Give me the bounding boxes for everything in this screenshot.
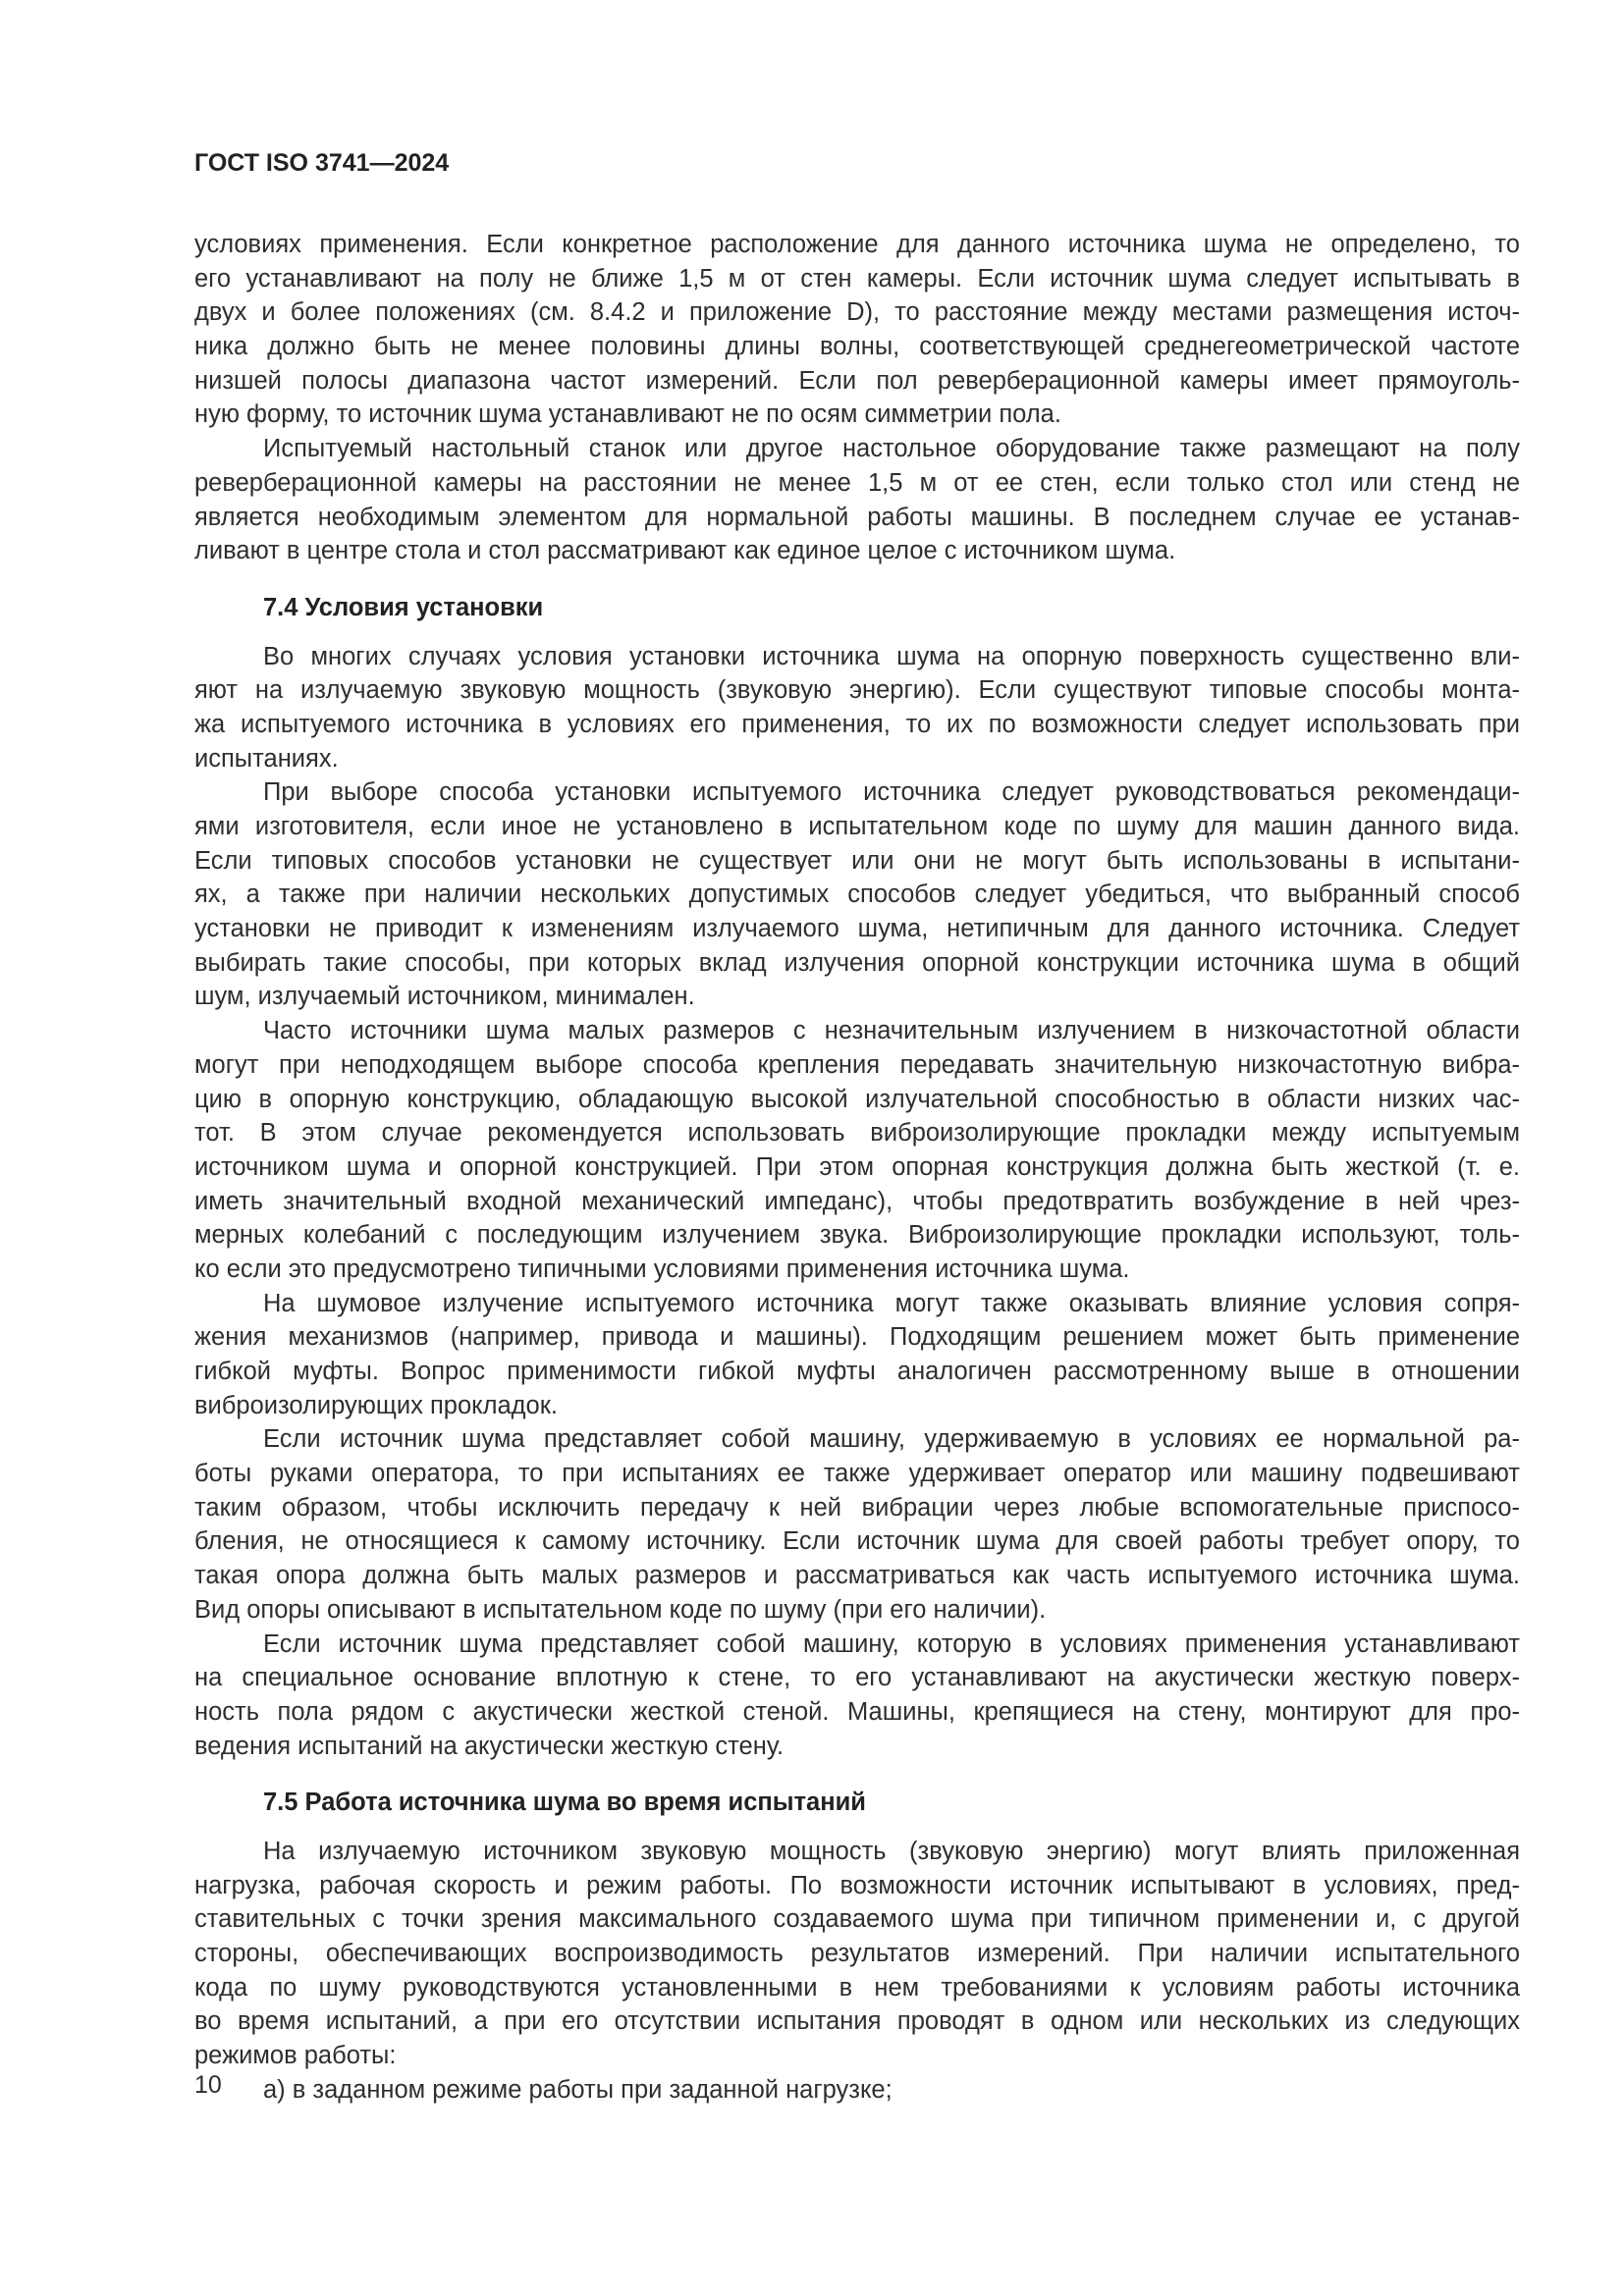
text-line: двух и более положениях (см. 8.4.2 и приложение D), то расстояние между местами размещения источ- xyxy=(194,298,1520,327)
text-line: виброизолирующих прокладок. xyxy=(194,1391,558,1419)
text-line: жа испытуемого источника в условиях его применения, то их по возможности следует использовать при xyxy=(194,710,1520,738)
document-body xyxy=(194,228,1520,2107)
text-line: реверберационной камеры на расстоянии не менее 1,5 м от ее стен, если только стол или стенд не xyxy=(194,468,1520,497)
paragraph xyxy=(194,1422,1520,1627)
text-line: условиях применения. Если конкретное расположение для данного источника шума не определено, то xyxy=(194,231,1520,258)
text-line: ведения испытаний на акустически жесткую стену. xyxy=(194,1732,785,1760)
text-line: Если источник шума представляет собой машину, удерживаемую в условиях ее нормальной ра- xyxy=(263,1425,1520,1454)
paragraph xyxy=(194,640,1520,776)
text-line: ями изготовителя, если иное не установлено в испытательном коде по шуму для машин данного вида. xyxy=(194,813,1520,840)
page-number: 10 xyxy=(194,2071,222,2099)
text-line: режимов работы: xyxy=(194,2042,397,2070)
text-line: Часто источники шума малых размеров с незначительным излучением в низкочастотной области xyxy=(263,1017,1520,1045)
text-line: Если источник шума представляет собой машину, которую в условиях применения устанавливают xyxy=(263,1629,1520,1658)
paragraph xyxy=(194,1287,1520,1423)
text-line: на специальное основание вплотную к стене, то его устанавливают на акустически жесткую поверх- xyxy=(194,1664,1520,1692)
text-line: его устанавливают на полу не ближе 1,5 м от стен камеры. Если источник шума следует испытывать в xyxy=(194,264,1520,293)
section-heading: 7.4 Условия установки xyxy=(263,593,544,621)
text-line: Если типовых способов установки не существует или они не могут быть использованы в испытани- xyxy=(194,846,1520,875)
text-line: ях, а также при наличии нескольких допустимых способов следует убедиться, что выбранный способ xyxy=(194,881,1520,909)
text-line: ную форму, то источник шума устанавливают не по осям симметрии пола. xyxy=(194,400,1061,429)
text-line: а) в заданном режиме работы при заданной нагрузке; xyxy=(263,2075,893,2104)
text-line: ставительных с точки зрения максимального создаваемого шума при типичном применении и, с другой xyxy=(194,1905,1520,1934)
text-line: стороны, обеспечивающих воспроизводимость результатов измерений. При наличии испытательного xyxy=(194,1940,1520,1967)
text-line: иметь значительный входной механический импеданс), чтобы предотвратить возбуждение в ней чрез- xyxy=(194,1187,1520,1215)
text-line: бления, не относящиеся к самому источнику. Если источник шума для своей работы требует опору, то xyxy=(194,1527,1520,1556)
text-line: боты руками оператора, то при испытаниях ее также удерживает оператор или машину подвешивают xyxy=(194,1460,1520,1488)
text-line: мерных колебаний с последующим излучением звука. Виброизолирующие прокладки используют, толь- xyxy=(194,1221,1520,1250)
text-line: На излучаемую источником звуковую мощность (звуковую энергию) могут влиять приложенная xyxy=(263,1837,1520,1865)
text-line: ко если это предусмотрено типичными условиями применения источника шума. xyxy=(194,1255,1130,1283)
text-line: Вид опоры описывают в испытательном коде по шуму (при его наличии). xyxy=(194,1595,1047,1624)
text-line: могут при неподходящем выборе способа крепления передавать значительную низкочастотную вибра- xyxy=(194,1050,1520,1079)
text-line: При выборе способа установки испытуемого источника следует руководствоваться рекомендаци- xyxy=(263,778,1520,807)
text-line: Во многих случаях условия установки источника шума на опорную поверхность существенно вли- xyxy=(263,642,1520,670)
text-line: установки не приводит к изменениям излучаемого шума, нетипичным для данного источника. Следует xyxy=(194,915,1520,943)
text-line: ливают в центре стола и стол рассматривают как единое целое с источником шума. xyxy=(194,537,1176,565)
text-line: ника должно быть не менее половины длины волны, соответствующей среднегеометрической частоте xyxy=(194,333,1520,361)
text-line: яют на излучаемую звуковую мощность (звуковую энергию). Если существуют типовые способы монта- xyxy=(194,676,1520,705)
text-line: Испытуемый настольный станок или другое настольное оборудование также размещают на полу xyxy=(263,435,1520,463)
paragraph xyxy=(194,228,1520,432)
section-heading: 7.5 Работа источника шума во время испытаний xyxy=(263,1789,866,1817)
text-line: тот. В этом случае рекомендуется использовать виброизолирующие прокладки между испытуемым xyxy=(194,1119,1520,1148)
text-line: гибкой муфты. Вопрос применимости гибкой муфты аналогичен рассмотренному выше в отношении xyxy=(194,1358,1520,1385)
text-line: выбирать такие способы, при которых вклад излучения опорной конструкции источника шума в общий xyxy=(194,948,1520,977)
text-line: испытаниях. xyxy=(194,744,339,773)
text-line: таким образом, чтобы исключить передачу к ней вибрации через любые вспомогательные приспосо- xyxy=(194,1493,1520,1522)
paragraph xyxy=(194,432,1520,568)
text-line: во время испытаний, а при его отсутствии испытания проводят в одном или нескольких из следующих xyxy=(194,2007,1520,2036)
text-line: источником шума и опорной конструкцией. При этом опорная конструкция должна быть жесткой (т. е. xyxy=(194,1152,1520,1181)
text-line: шум, излучаемый источником, минимален. xyxy=(194,983,695,1011)
paragraph xyxy=(194,1014,1520,1287)
text-line: цию в опорную конструкцию, обладающую высокой излучательной способностью в области низких час- xyxy=(194,1085,1520,1113)
text-line: нагрузка, рабочая скорость и режим работы. По возможности источник испытывают в условиях, пред- xyxy=(194,1871,1520,1899)
paragraph xyxy=(194,2073,1520,2108)
paragraph xyxy=(194,775,1520,1014)
text-line: низшей полосы диапазона частот измерений. Если пол реверберационной камеры имеет прямоуголь- xyxy=(194,366,1520,395)
document-code-header: ГОСТ ISO 3741—2024 xyxy=(194,149,450,177)
text-line: такая опора должна быть малых размеров и рассматриваться как часть испытуемого источника шума. xyxy=(194,1562,1520,1590)
text-line: жения механизмов (например, привода и машины). Подходящим решением может быть применение xyxy=(194,1323,1520,1352)
text-line: кода по шуму руководствуются установленными в нем требованиями к условиям работы источника xyxy=(194,1973,1520,2002)
text-line: ность пола рядом с акустически жесткой стеной. Машины, крепящиеся на стену, монтируют для про- xyxy=(194,1697,1520,1726)
paragraph xyxy=(194,1835,1520,2073)
text-line: На шумовое излучение испытуемого источника могут также оказывать влияние условия сопря- xyxy=(263,1289,1520,1317)
text-line: является необходимым элементом для нормальной работы машины. В последнем случае ее устанав- xyxy=(194,503,1520,531)
paragraph xyxy=(194,1628,1520,1764)
